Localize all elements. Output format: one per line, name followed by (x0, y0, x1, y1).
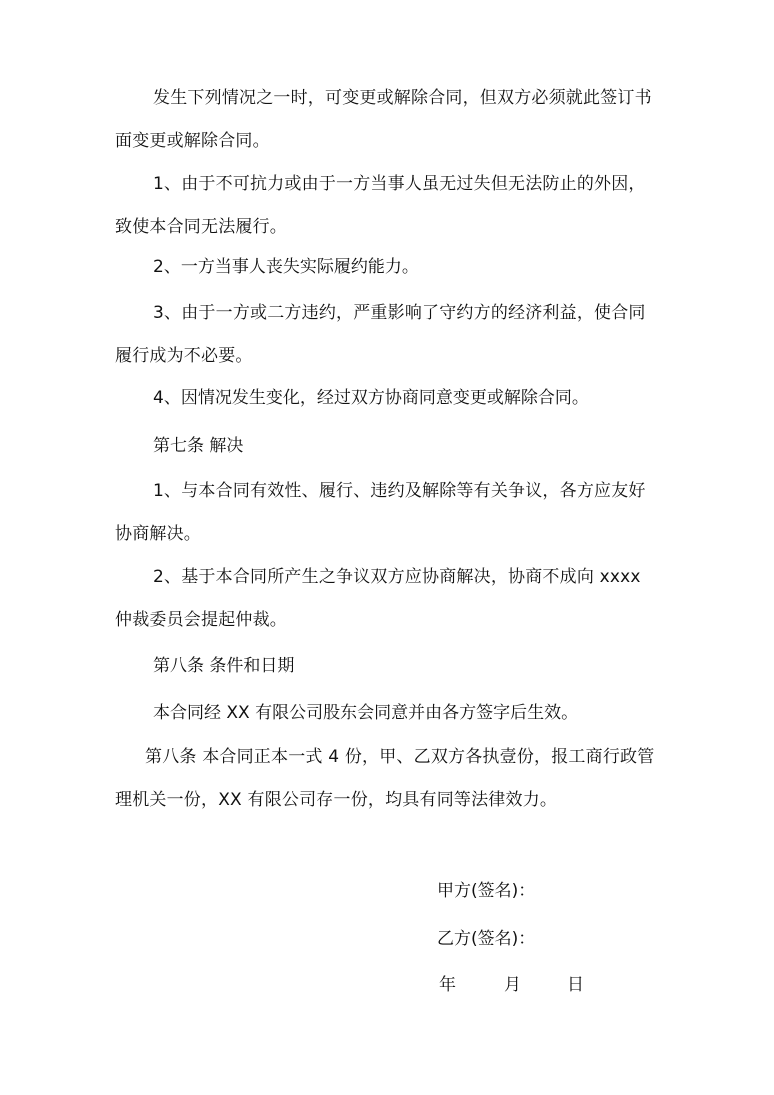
item-1-paragraph: 1、由于不可抗力或由于一方当事人虽无过失但无法防止的外因，致使本合同无法履行。 (115, 174, 646, 237)
signature-date-row (439, 974, 584, 996)
effective-paragraph: 本合同经 XX 有限公司股东会同意并由各方签字后生效。 (153, 703, 579, 723)
item-4-paragraph: 4、因情况发生变化，经过双方协商同意变更或解除合同。 (153, 388, 589, 408)
date-month-label: 月 (504, 975, 521, 995)
copies-paragraph: 第八条 本合同正本一式 4 份，甲、乙双方各执壹份，报工商行政管理机关一份，XX 有限公司存一份，均具有同等法律效力。 (115, 747, 655, 810)
party-b-signature-label: 乙方(签名)： (437, 929, 536, 949)
article-7-item-2-paragraph: 2、基于本合同所产生之争议双方应协商解决，协商不成向 xxxx 仲裁委员会提起仲裁。 (115, 567, 641, 630)
item-3-paragraph: 3、由于一方或二方违约，严重影响了守约方的经济利益，使合同履行成为不必要。 (115, 303, 646, 366)
article-8-title: 第八条 条件和日期 (153, 656, 295, 676)
change-clause-paragraph: 发生下列情况之一时，可变更或解除合同，但双方必须就此签订书面变更或解除合同。 (115, 88, 652, 151)
item-2-paragraph: 2、一方当事人丧失实际履约能力。 (153, 257, 419, 277)
article-7-item-1-paragraph: 1、与本合同有效性、履行、违约及解除等有关争议，各方应友好协商解决。 (115, 481, 646, 544)
date-day-label: 日 (567, 975, 584, 995)
party-a-signature-label: 甲方(签名)： (437, 881, 536, 901)
article-7-title: 第七条 解决 (153, 436, 244, 456)
date-year-label: 年 (439, 975, 456, 995)
